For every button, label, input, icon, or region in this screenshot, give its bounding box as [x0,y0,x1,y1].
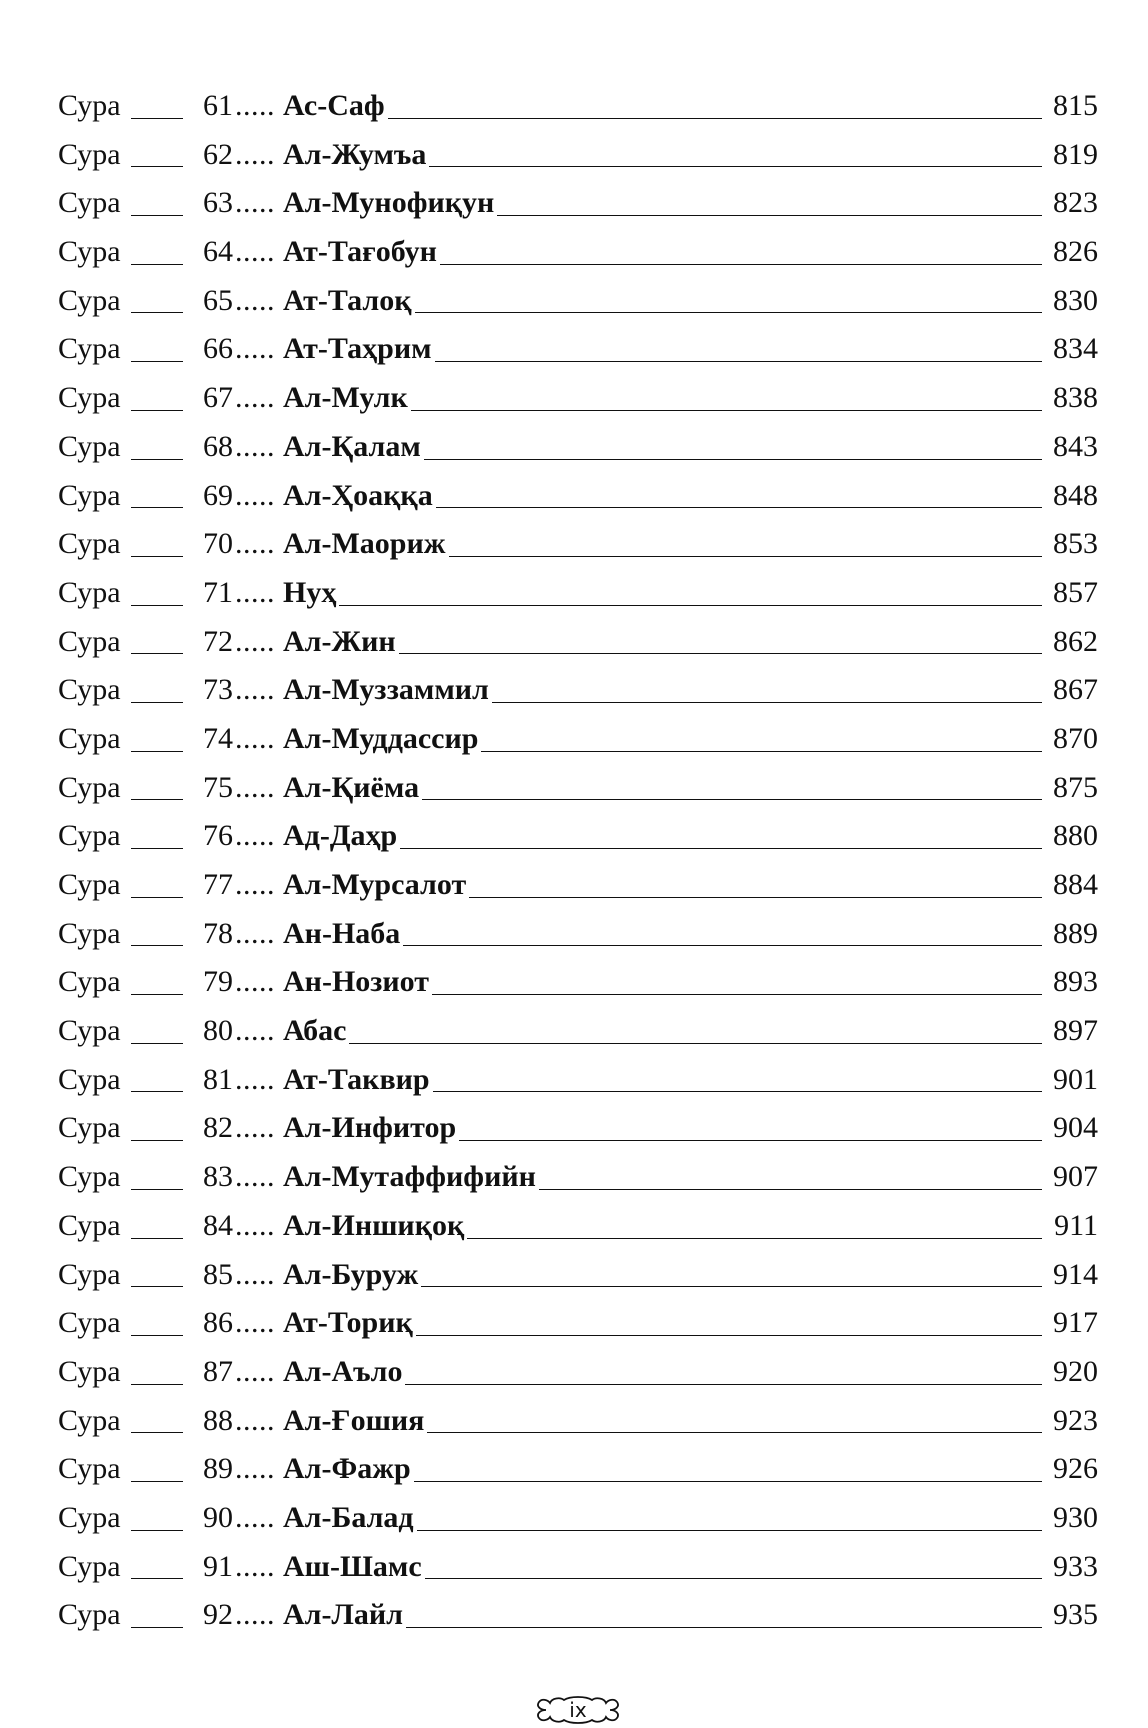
dot-leader: ..... [235,137,275,171]
sura-name: Ал-Жин [283,618,399,667]
toc-entry[interactable] [58,715,1098,764]
sura-label: Сура [58,1208,121,1242]
sura-number: 61 [203,89,233,122]
sura-number: 62 [203,137,233,171]
page-ref: 819 [1053,137,1098,171]
sura-label: Сура [58,1014,121,1048]
sura-label: Сура [58,673,121,707]
page-ref: 826 [1053,235,1098,269]
sura-label: Сура [58,1403,121,1437]
sura-label: Сура [58,332,121,366]
dot-leader: ..... [235,429,275,463]
dot-leader: ..... [235,770,275,804]
sura-name: Ат-Таҳрим [283,325,435,374]
page-ref: 867 [1053,673,1098,707]
sura-name: Ан-Нозиот [283,958,432,1007]
sura-label: Сура [58,721,121,755]
dot-leader: ..... [235,916,275,950]
sura-number: 81 [203,1062,233,1096]
dot-leader: ..... [235,1500,275,1534]
page-ref: 904 [1053,1111,1098,1145]
page-ref: 815 [1053,89,1098,122]
toc-entry[interactable] [58,1543,1098,1592]
sura-number: 92 [203,1598,233,1632]
dot-leader: ..... [235,1208,275,1242]
sura-label: Сура [58,1598,121,1632]
sura-label: Сура [58,137,121,171]
sura-name: Ал-Мурсалот [283,861,469,910]
sura-name: Ал-Маориж [283,520,449,569]
toc-entry[interactable] [58,1007,1098,1056]
sura-name: Абас [283,1007,349,1056]
page-ref: 838 [1053,381,1098,415]
page-ref: 889 [1053,916,1098,950]
toc-entry[interactable] [58,179,1098,228]
page-ref: 926 [1053,1452,1098,1486]
dot-leader: ..... [235,1549,275,1583]
sura-number: 78 [203,916,233,950]
page-ref: 893 [1053,965,1098,999]
sura-number: 79 [203,965,233,999]
dot-leader: ..... [235,1014,275,1048]
dot-leader: ..... [235,1257,275,1291]
page-ref: 897 [1053,1014,1098,1048]
sura-number: 66 [203,332,233,366]
page-number: ix [569,1698,587,1722]
leader-line [283,1043,1042,1044]
sura-label: Сура [58,1111,121,1145]
dot-leader: ..... [235,478,275,512]
dot-leader: ..... [235,1452,275,1486]
leader-line [283,605,1042,606]
page-ref: 830 [1053,283,1098,317]
sura-label: Сура [58,1257,121,1291]
page-ref: 917 [1053,1306,1098,1340]
sura-name: Ал-Жумъа [283,131,429,180]
page-ref: 884 [1053,868,1098,901]
sura-name: Ал-Балад [283,1494,417,1543]
sura-label: Сура [58,283,121,317]
toc-entry[interactable] [58,1397,1098,1446]
toc-entry[interactable] [58,277,1098,326]
sura-name: Ас-Саф [283,82,388,131]
toc-entry[interactable] [58,520,1098,569]
sura-label: Сура [58,89,121,122]
sura-label: Сура [58,235,121,269]
dot-leader: ..... [235,575,275,609]
sura-label: Сура [58,1160,121,1194]
page-ref: 862 [1053,624,1098,658]
sura-name: Ал-Қиёма [283,764,422,813]
dot-leader: ..... [235,332,275,366]
sura-number: 89 [203,1452,233,1486]
sura-number: 74 [203,721,233,755]
toc-entry[interactable] [58,1445,1098,1494]
toc-entry[interactable] [58,374,1098,423]
sura-label: Сура [58,1500,121,1534]
sura-number: 90 [203,1500,233,1534]
dot-leader: ..... [235,1354,275,1388]
page-ref: 920 [1053,1354,1098,1388]
sura-label: Сура [58,1062,121,1096]
sura-label: Сура [58,478,121,512]
sura-label: Сура [58,186,121,220]
page-ref: 875 [1053,770,1098,804]
dot-leader: ..... [235,283,275,317]
dot-leader: ..... [235,965,275,999]
sura-name: Ат-Тағобун [283,228,440,277]
sura-name: Ал-Мутаффифийн [283,1153,539,1202]
sura-name: Ал-Ғошия [283,1397,427,1446]
sura-name: Ал-Иншиқоқ [283,1202,467,1251]
sura-name: Ал-Фажр [283,1445,414,1494]
toc-entry[interactable] [58,958,1098,1007]
page-ref: 933 [1053,1549,1098,1583]
sura-name: Ал-Инфитор [283,1104,459,1153]
sura-number: 88 [203,1403,233,1437]
sura-name: Ат-Талоқ [283,277,415,326]
sura-label: Сура [58,819,121,853]
sura-name: Ал-Муззаммил [283,666,492,715]
sura-label: Сура [58,527,121,561]
sura-number: 82 [203,1111,233,1145]
sura-name: Ат-Таквир [283,1056,433,1105]
toc-entry[interactable] [58,423,1098,472]
page-ref: 911 [1054,1208,1098,1242]
dot-leader: ..... [235,1598,275,1632]
dot-leader: ..... [235,1111,275,1145]
page-ref: 870 [1053,721,1098,755]
toc-entry[interactable] [58,764,1098,813]
dot-leader: ..... [235,235,275,269]
page-ref: 843 [1053,429,1098,463]
sura-number: 91 [203,1549,233,1583]
dot-leader: ..... [235,381,275,415]
leader-line [283,118,1042,119]
sura-label: Сура [58,624,121,658]
toc-entry[interactable] [58,1348,1098,1397]
toc-entry[interactable] [58,1299,1098,1348]
sura-number: 83 [203,1160,233,1194]
dot-leader: ..... [235,186,275,220]
page-ref: 880 [1053,819,1098,853]
sura-name: Ал-Қалам [283,423,424,472]
sura-label: Сура [58,575,121,609]
dot-leader: ..... [235,868,275,901]
sura-name: Ал-Муддассир [283,715,481,764]
page-ref: 923 [1053,1403,1098,1437]
sura-name: Ал-Ҳоаққа [283,472,436,521]
sura-label: Сура [58,1354,121,1388]
sura-label: Сура [58,1306,121,1340]
toc-entry[interactable] [58,472,1098,521]
sura-number: 63 [203,186,233,220]
sura-name: Ал-Мунофиқун [283,179,497,228]
page-ref: 834 [1053,332,1098,366]
page-ref: 857 [1053,575,1098,609]
sura-label: Сура [58,1452,121,1486]
page-number-ornament [530,1694,626,1726]
sura-label: Сура [58,916,121,950]
dot-leader: ..... [235,624,275,658]
sura-number: 80 [203,1014,233,1048]
page-ref: 823 [1053,186,1098,220]
toc-entry[interactable] [58,325,1098,374]
sura-number: 68 [203,429,233,463]
sura-label: Сура [58,868,121,901]
page-ref: 848 [1053,478,1098,512]
dot-leader: ..... [235,1306,275,1340]
toc-entry[interactable] [58,1153,1098,1202]
sura-label: Сура [58,770,121,804]
toc-entry[interactable] [58,1202,1098,1251]
sura-number: 76 [203,819,233,853]
toc-entry[interactable] [58,618,1098,667]
toc-entry[interactable] [58,910,1098,959]
sura-number: 71 [203,575,233,609]
sura-label: Сура [58,1549,121,1583]
toc-entry[interactable] [58,1591,1098,1640]
sura-name: Аш-Шамс [283,1543,425,1592]
sura-name: Ал-Буруж [283,1251,421,1300]
dot-leader: ..... [235,721,275,755]
sura-name: Ат-Ториқ [283,1299,416,1348]
dot-leader: ..... [235,819,275,853]
table-of-contents [58,82,1098,1640]
page-ref: 935 [1053,1598,1098,1632]
sura-number: 69 [203,478,233,512]
toc-entry[interactable] [58,82,1098,131]
sura-name: Ад-Даҳр [283,812,400,861]
sura-label: Сура [58,965,121,999]
toc-entry[interactable] [58,1056,1098,1105]
dot-leader: ..... [235,1062,275,1096]
sura-number: 64 [203,235,233,269]
dot-leader: ..... [235,1403,275,1437]
toc-entry[interactable] [58,1251,1098,1300]
sura-number: 75 [203,770,233,804]
sura-label: Сура [58,429,121,463]
toc-entry[interactable] [58,1104,1098,1153]
dot-leader: ..... [235,527,275,561]
page-ref: 853 [1053,527,1098,561]
sura-number: 70 [203,527,233,561]
toc-entry[interactable] [58,228,1098,277]
page-ref: 930 [1053,1500,1098,1534]
dot-leader: ..... [235,89,275,122]
sura-label: Сура [58,381,121,415]
sura-name: Ал-Аъло [283,1348,405,1397]
page-ref: 907 [1053,1160,1098,1194]
sura-name: Ан-Наба [283,910,403,959]
toc-entry[interactable] [58,569,1098,618]
sura-number: 67 [203,381,233,415]
sura-number: 84 [203,1208,233,1242]
sura-number: 85 [203,1257,233,1291]
sura-number: 86 [203,1306,233,1340]
toc-entry[interactable] [58,812,1098,861]
sura-number: 87 [203,1354,233,1388]
sura-number: 73 [203,673,233,707]
page-ref: 914 [1053,1257,1098,1291]
dot-leader: ..... [235,1160,275,1194]
sura-number: 77 [203,868,233,901]
sura-name: Ал-Лайл [283,1591,406,1640]
sura-number: 65 [203,283,233,317]
dot-leader: ..... [235,673,275,707]
toc-entry[interactable] [58,861,1098,910]
toc-entry[interactable] [58,666,1098,715]
sura-number: 72 [203,624,233,658]
sura-name: Ал-Мулк [283,374,411,423]
sura-name: Нуҳ [283,569,339,618]
toc-entry[interactable] [58,131,1098,180]
toc-entry[interactable] [58,1494,1098,1543]
page-ref: 901 [1053,1062,1098,1096]
